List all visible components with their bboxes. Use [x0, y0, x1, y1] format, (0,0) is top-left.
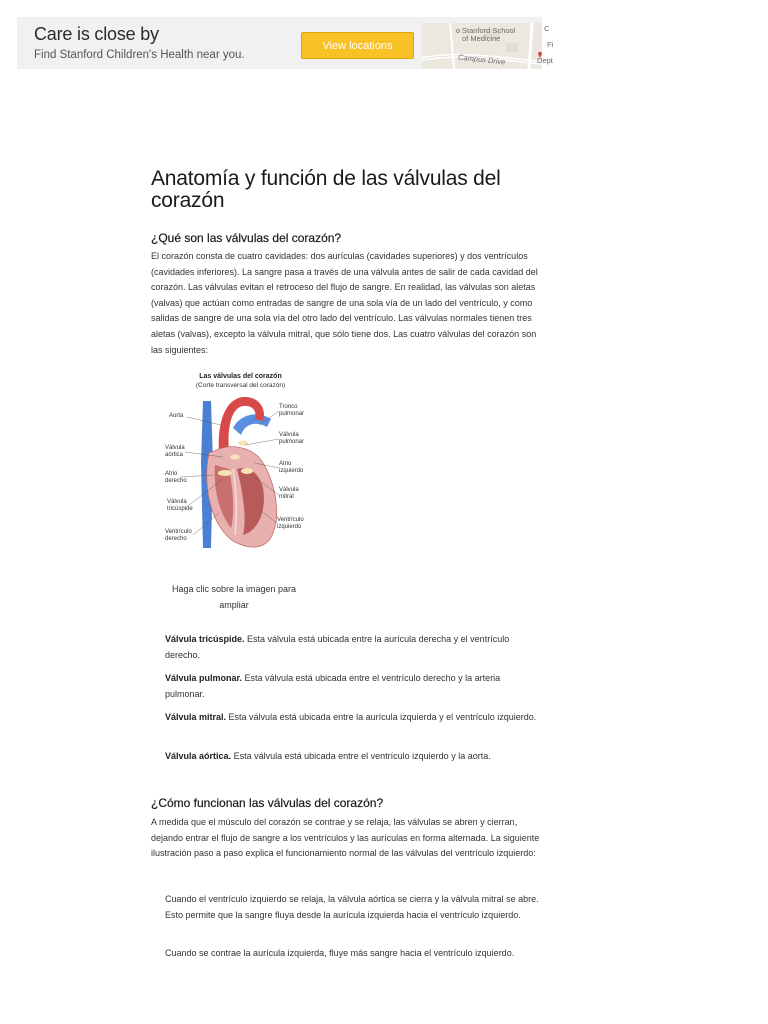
heart-valves-figure[interactable] [163, 373, 318, 551]
map-label-fi: Fi [547, 40, 554, 49]
valve-item-mitral [165, 710, 540, 726]
valve-name: Válvula tricúspide. [165, 634, 245, 644]
valve-name: Válvula pulmonar. [165, 673, 243, 683]
valve-item-tricuspide [165, 632, 540, 663]
article [151, 167, 541, 355]
care-banner [17, 17, 554, 69]
valve-name: Válvula mitral. [165, 712, 227, 722]
map-label-school: Stanford School of Medicine [462, 26, 516, 43]
label-valvula-pulmonar: Válvula pulmonar [279, 432, 305, 445]
valve-description: Esta válvula está ubicada entre el ventrículo izquierdo y la aorta. [233, 751, 491, 761]
figure-subtitle: (Corte transversal del corazón) [195, 382, 286, 389]
valve-description: Esta válvula está ubicada entre el ventrículo derecho y la arteria pulmonar. [165, 673, 501, 699]
valve-description: Esta válvula está ubicada entre la aurícula derecha y el ventrículo derecho. [165, 634, 510, 660]
label-valvula-aortica: Válvula aórtica [165, 445, 185, 458]
label-tronco-pulmonar: Tronco pulmonar [279, 404, 305, 417]
valve-name: Válvula aórtica. [165, 751, 232, 761]
section-heading-como-funcionan: ¿Cómo funcionan las válvulas del corazón? [151, 796, 384, 810]
label-atrio-derecho: Atrio derecho [165, 471, 187, 484]
figure-title: Las válvulas del corazón [199, 373, 282, 380]
label-valvula-mitral: Válvula mitral [279, 487, 299, 500]
banner-subtitle: Find Stanford Children's Health near you. [34, 49, 245, 61]
step-item [165, 946, 540, 962]
section2-intro-paragraph: A medida que el músculo del corazón se contrae y se relaja, las válvulas se abren y cierran, dejando entrar el flujo de sangre a los ventrículos y las aurículas en forma alternada. La siguiente ilustración paso a paso explica el funcionamiento normal de las válvulas del ventrículo izquierdo: [151, 817, 540, 859]
step-text: Cuando el ventrículo izquierdo se relaja, la válvula aórtica se cierra y la válvula mitral se abre. Esto permite que la sangre fluya desde la aurícula izquierda hacia el ventrículo izquierdo. [165, 894, 539, 920]
view-locations-button[interactable]: View locations [301, 32, 414, 59]
banner-title: Care is close by [34, 24, 159, 44]
section-heading-que-son: ¿Qué son las válvulas del corazón? [151, 231, 342, 245]
label-ventriculo-derecho: Ventrículo derecho [165, 529, 192, 542]
location-map[interactable] [422, 23, 554, 69]
figure-caption[interactable]: Haga clic sobre la imagen para ampliar [171, 584, 297, 610]
step-text: Cuando se contrae la aurícula izquierda, fluye más sangre hacia el ventrículo izquierdo. [165, 948, 515, 958]
label-ventriculo-izquierdo: Ventrículo izquierdo [277, 517, 304, 530]
map-label-campus: Campus Drive [457, 52, 506, 67]
valve-item-pulmonar [165, 671, 540, 702]
label-atrio-izquierdo: Atrio izquierdo [279, 461, 304, 474]
page-title: Anatomía y función de las válvulas del corazón [151, 167, 501, 212]
valve-item-aortica [165, 749, 540, 765]
label-aorta: Aorta [169, 413, 184, 419]
map-label-c: C [544, 24, 550, 33]
label-valvula-tricuspide: Válvula tricúspide [167, 499, 193, 512]
step-item [165, 892, 540, 923]
section-intro-paragraph: El corazón consta de cuatro cavidades: dos aurículas (cavidades superiores) y dos ventrículos (cavidades inferiores). La sangre pasa a través de una válvula antes de salir de cada cavidad del corazón. Las válvulas evitan el retroceso del flujo de sangre. En realidad, las válvulas son aletas (valvas) que actúan como entradas de sangre de una sola vía de un lado del ventrículo, y como salidas de sangre de una sola vía del otro lado del ventrículo. Las válvulas normales tienen tres aletas (valvas), excepto la válvula mitral, que sólo tiene dos. Las cuatro válvulas del corazón son las siguientes: [151, 251, 538, 355]
valve-description: Esta válvula está ubicada entre la aurícula izquierda y el ventrículo izquierdo. [228, 712, 537, 722]
map-label-dept: Dept [537, 56, 553, 65]
